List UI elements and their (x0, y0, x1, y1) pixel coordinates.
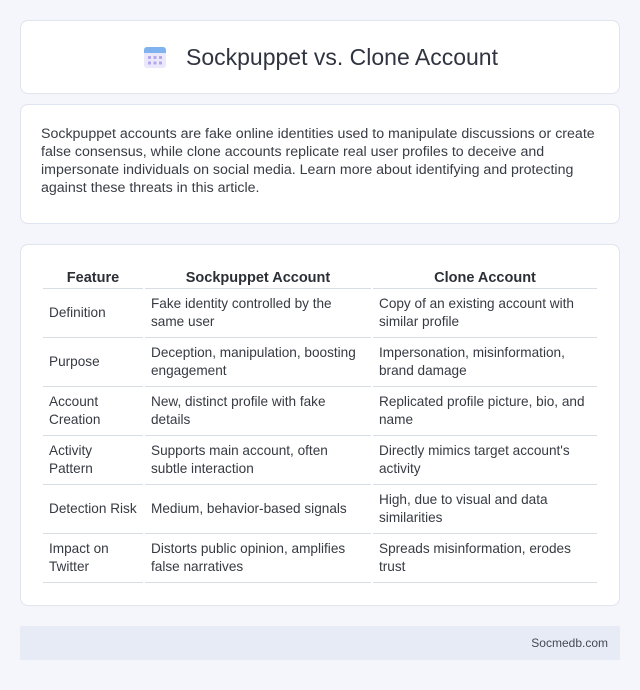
footer (20, 626, 620, 660)
calendar-icon (142, 44, 168, 70)
row-sockpuppet: New, distinct profile with fake details (145, 387, 371, 436)
row-feature: Detection Risk (43, 485, 143, 534)
row-clone: Copy of an existing account with similar profile (373, 289, 597, 338)
row-feature: Definition (43, 289, 143, 338)
column-header-sockpuppet: Sockpuppet Account (145, 265, 371, 289)
comparison-table-card (20, 244, 620, 606)
row-feature: Activity Pattern (43, 436, 143, 485)
page-title: Sockpuppet vs. Clone Account (186, 43, 498, 70)
row-sockpuppet: Distorts public opinion, amplifies false narratives (145, 534, 371, 583)
row-clone: High, due to visual and data similarities (373, 485, 597, 534)
row-clone: Impersonation, misinformation, brand damage (373, 338, 597, 387)
column-header-feature: Feature (43, 265, 143, 289)
row-feature: Purpose (43, 338, 143, 387)
row-feature: Impact on Twitter (43, 534, 143, 583)
table-row (43, 338, 597, 387)
header-card (20, 20, 620, 94)
intro-text: Sockpuppet accounts are fake online identities used to manipulate discussions or create false consensus, while clone accounts replicate real user profiles to deceive and impersonate individuals on social media. Learn more about identifying and protecting against these threats in this article. (41, 126, 595, 196)
footer-site-link[interactable]: Socmedb.com (531, 636, 608, 650)
intro-card (20, 104, 620, 224)
table-row (43, 387, 597, 436)
row-clone: Spreads misinformation, erodes trust (373, 534, 597, 583)
table-row (43, 485, 597, 534)
row-feature: Account Creation (43, 387, 143, 436)
row-sockpuppet: Deception, manipulation, boosting engagement (145, 338, 371, 387)
comparison-table (41, 265, 599, 583)
table-row (43, 436, 597, 485)
row-sockpuppet: Fake identity controlled by the same user (145, 289, 371, 338)
table-row (43, 534, 597, 583)
row-clone: Replicated profile picture, bio, and name (373, 387, 597, 436)
row-clone: Directly mimics target account's activity (373, 436, 597, 485)
column-header-clone: Clone Account (373, 265, 597, 289)
row-sockpuppet: Medium, behavior-based signals (145, 485, 371, 534)
table-header-row (43, 265, 597, 289)
row-sockpuppet: Supports main account, often subtle interaction (145, 436, 371, 485)
table-row (43, 289, 597, 338)
